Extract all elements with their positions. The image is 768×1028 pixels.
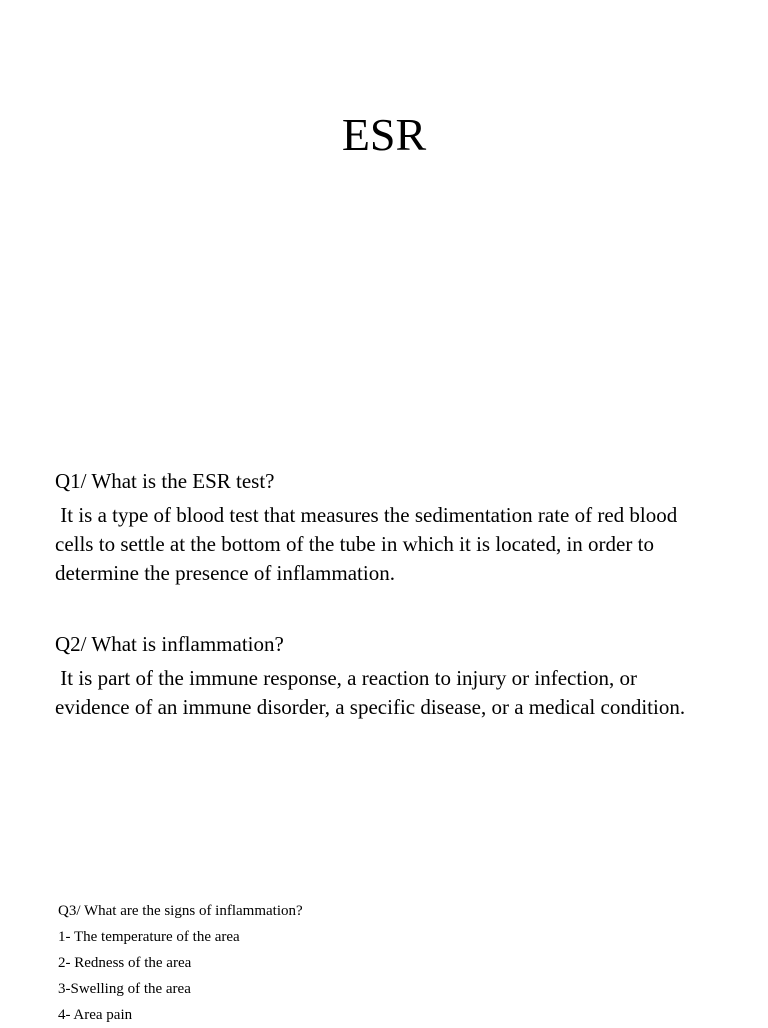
list-item: 1- The temperature of the area	[58, 929, 240, 945]
qa-section-1	[55, 467, 695, 588]
list-item: 3-Swelling of the area	[58, 981, 191, 997]
page-title: ESR	[341, 109, 427, 160]
qa-section-3	[58, 898, 658, 1028]
answer-2: It is part of the immune response, a reaction to injury or infection, or evidence of an immune disorder, a specific disease, or a medical condition.	[55, 666, 686, 719]
signs-list	[58, 924, 658, 1028]
question-2: Q2/ What is inflammation?	[55, 632, 284, 656]
list-item: 4- Area pain	[58, 1007, 133, 1023]
qa-section-2	[55, 630, 695, 722]
answer-1: It is a type of blood test that measures the sedimentation rate of red blood cells to settle at the bottom of the tube in which it is located, in order to determine the presence of inflammation.	[55, 503, 683, 585]
list-item: 2- Redness of the area	[58, 955, 192, 971]
question-1: Q1/ What is the ESR test?	[55, 469, 275, 493]
question-3: Q3/ What are the signs of inflammation?	[58, 903, 303, 919]
